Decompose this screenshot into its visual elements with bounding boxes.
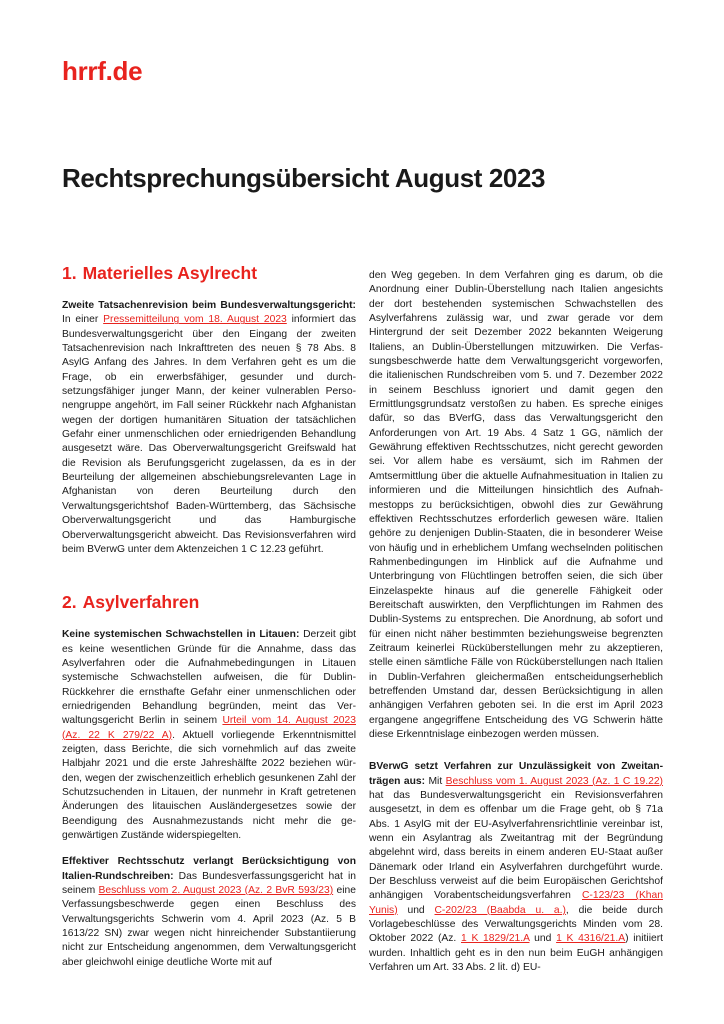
section-number: 1. [62,263,77,283]
article-paragraph-italien-continued [369,269,663,742]
paragraph-text: ) initiiert wurden. Inhaltlich geht es in den nun beim EuGH anhängigen Verfahren um Art. 33 Abs. 2 lit. d) EU- [369,933,664,974]
urteil-link[interactable]: Urteil vom 14. August 2023 (Az. 22 K 279/22 A) [62,715,356,741]
paragraph-text: Mit [425,775,446,787]
paragraph-lead: Zweite Tatsachenrevision beim Bundesverwaltungsgericht: [62,300,356,311]
paragraph-text: hat das Bundesverwaltungsgericht ein Revisionsverfahren ausgesetzt, in dem es offenbar um die Frage geht, ob § 71a Abs. 1 AsylG mit der EU-Asylverfahrensrichtlinie vereinbar ist, wenn ein Asylantrag als Zweitantrag mit der Begründung abgelehnt wird, dass bereits in einem anderen EU-Staat außer Dänemark oder Irland ein Asylverfahren durchgeführt wurde. Der Beschluss verweist auf die beim Europäischen Gerichtshof anhängigen Vorabentscheidungsverfahren [369,790,663,902]
article-paragraph-zweitantraege [369,760,663,975]
paragraph-text: informiert das Bundesverwaltungsgericht über den Eingang der zweiten Tatsachenrevision nach Inkrafttreten des neuen § 78 Abs. 8 AsylG Anfang des Jahres. In dem Verfahren geht es um die Frage, ob ein erwerbsfähiger, gesunder und durchsetzungsfähiger junger Mann, der keiner vulnerablen Personengruppe angehört, im Fall seiner Rückkehr nach Afghanistan wegen der dortigen humanitären Situation der tatsächlichen Gefahr einer unmenschlichen oder erniedrigenden Behandlung ausgesetzt wäre. Das Oberverwaltungsgericht Greifswald hat die Revision als Berufungsgericht zugelassen, da es in der Beurteilung der allgemeinen abschiebungsrelevanten Lage in Afghanistan von deren Beurteilung durch den Verwaltungsgerichtshof Baden-Württemberg, das Sächsische Oberverwaltungsgericht und das Hamburgische Oberverwaltungsgericht abweicht. Das Revisionsverfahren wird beim BVerwG unter dem Aktenzeichen 1 C 12.23 geführt. [62,314,356,555]
left-column [62,262,356,982]
article-paragraph-tatsachenrevision [62,299,356,557]
paragraph-lead: Effektiver Rechtsschutz verlangt Berücksichtigung von Italien-Rundschreiben: [62,856,356,882]
paragraph-lead: Keine systemischen Schwachstellen in Litauen: [62,629,300,641]
section-heading-asylverfahren [62,591,356,613]
az-4316-link[interactable]: 1 K 4316/21.A [556,933,626,945]
paragraph-lead: BVerwG setzt Verfahren zur Unzulässigkeit von Zweitanträgen aus: [369,761,663,787]
baabda-link[interactable]: C-202/23 (Baabda u. a.) [434,904,566,916]
paragraph-text: und [529,933,557,945]
article-paragraph-italien [62,855,356,970]
paragraph-text: eine Verfassungsbeschwerde gegen einen Beschluss des Verwaltungsgerichts Schwerin vom 4. April 2023 (Az. 5 B 1613/22 SN) zwar wegen nicht hinreichender Substantiierung nicht zur Entscheidung angenommen, dem Verwaltungsgericht aber gleichwohl einige deutliche Worte mit auf [62,885,356,968]
paragraph-text: Das Bundesverfassungsgericht hat in seinem [62,870,356,897]
section-title: Asylverfahren [82,592,200,613]
beschluss-bverfg-link[interactable]: Beschluss vom 2. August 2023 (Az. 2 BvR 593/23) [98,885,334,897]
khan-yunis-link[interactable]: C-123/23 (Khan Yunis) [369,890,663,916]
paragraph-text: den Weg gegeben. In dem Verfahren ging es darum, ob die Anordnung einer Dublin-Überstellung nach Italien angesichts der dort bestehenden systemischen Schwachstellen des Asylverfahrens zulässig war, und zwar gerade vor dem Hintergrund der seit Dezember 2022 bekannten Weigerung Italiens, an Dublin-Überstellungen mitzuwirken. Die Verfassungsbeschwerde hatte dem Verwaltungsgericht vorgeworfen, die italienischen Rundschreiben vom 5. und 7. Dezember 2022 in seinem Beschluss ignoriert und damit gegen den Ermittlungsgrundsatz verstoßen zu haben. Es spreche einiges dafür, so das BVerfG, dass das Verwaltungsgericht den Anforderungen von Art. 19 Abs. 4 Satz 1 GG, nämlich der Gewährung effektiven Rechtsschutzes, nicht gerecht geworden sei. Vor allem habe es versäumt, sich im Rahmen der Amtsermittlung über die aktuelle Aufnahmesituation in Italien zu informieren und die Mitteilungen hinsichtlich des Aufnahmestopps zu berücksichtigen, obwohl dies zur Gewährung effektiven Rechtsschutzes erforderlich gewesen wäre. Italien gehöre zu denjenigen Dublin-Staaten, die in besonderer Weise von häufig und in erheblichem Umfang wechselnden politischen Rahmenbedingungen im Hinblick auf die Aufnahme und Unterbringung von Flüchtlingen betroffen seien, die sich über Einzelaspekte hinaus auf die generelle Fähigkeit oder Bereitschaft auswirkten, den Verpflichtungen im Rahmen des Dublin-Systems zu entsprechen. Die Anordnung, ab sofort und für einen nicht näher bestimmten beziehungsweise begrenzten Zeitraum keinerlei Rücküberstellungen mehr zu akzeptieren, stelle einen sämtliche Fälle von Rücküberstellungen nach Italien in Dublin-Verfahren gleichermaßen entscheidungserheblich betreffenden Umstand dar, dessen Berücksichtigung in allen anhängigen Verfahren geboten sei. In die erst im April 2023 ergangene angegriffene Entscheidung des VG Schwerin hätte diese Erkenntnislage einbezogen werden müssen. [369,270,663,740]
article-paragraph-litauen [62,628,356,843]
az-1829-link[interactable]: 1 K 1829/21.A [461,933,530,945]
page-title: Rechtsprechungsübersicht August 2023 [62,163,546,193]
section-title: Materielles Asylrecht [82,263,258,283]
section-number: 2. [62,592,77,613]
right-column [369,269,663,988]
paragraph-text: und [397,904,435,916]
pressemitteilung-link[interactable]: Pressemitteilung vom 18. August 2023 [103,314,287,326]
paragraph-text: . Aktuell vorliegende Erkenntnismittel zeigten, dass Berichte, die sich vornehmlich auf das zweite Halbjahr 2021 und die erste Jahreshälfte 2022 beziehen würden, wegen der zwischenzeitlich erheblich gesunkenen Zahl der Schutzsuchenden in Litauen, der nunmehr in Kraft getretenen Änderungen des litauischen Ausländergesetzes sowie der Beendigung des Ausnahmezustands nicht mehr die gegenwärtigen Zustände widerspiegelten. [62,729,356,841]
beschluss-bverwg-link[interactable]: Beschluss vom 1. August 2023 (Az. 1 C 19.22) [445,775,663,787]
paragraph-text: , die beide durch Vorlagebeschlüsse des Verwaltungsgerichts Minden vom 28. Oktober 2022 (Az. [369,904,663,945]
paragraph-text: Derzeit gibt es keine wesentlichen Gründe für die Annahme, dass das Asylverfahren oder die Aufnahmebedingungen in Litauen systemische Schwachstellen aufweisen, die für Dublin-Rückkehrer die ernsthafte Gefahr einer unmenschlichen oder erniedrigenden Behandlung begründen, meint das Verwaltungsgericht Berlin in seinem [62,629,356,727]
paragraph-text: In einer [62,314,104,326]
section-heading-materielles-asylrecht [62,262,356,284]
site-logo[interactable]: hrrf.de [62,56,143,86]
